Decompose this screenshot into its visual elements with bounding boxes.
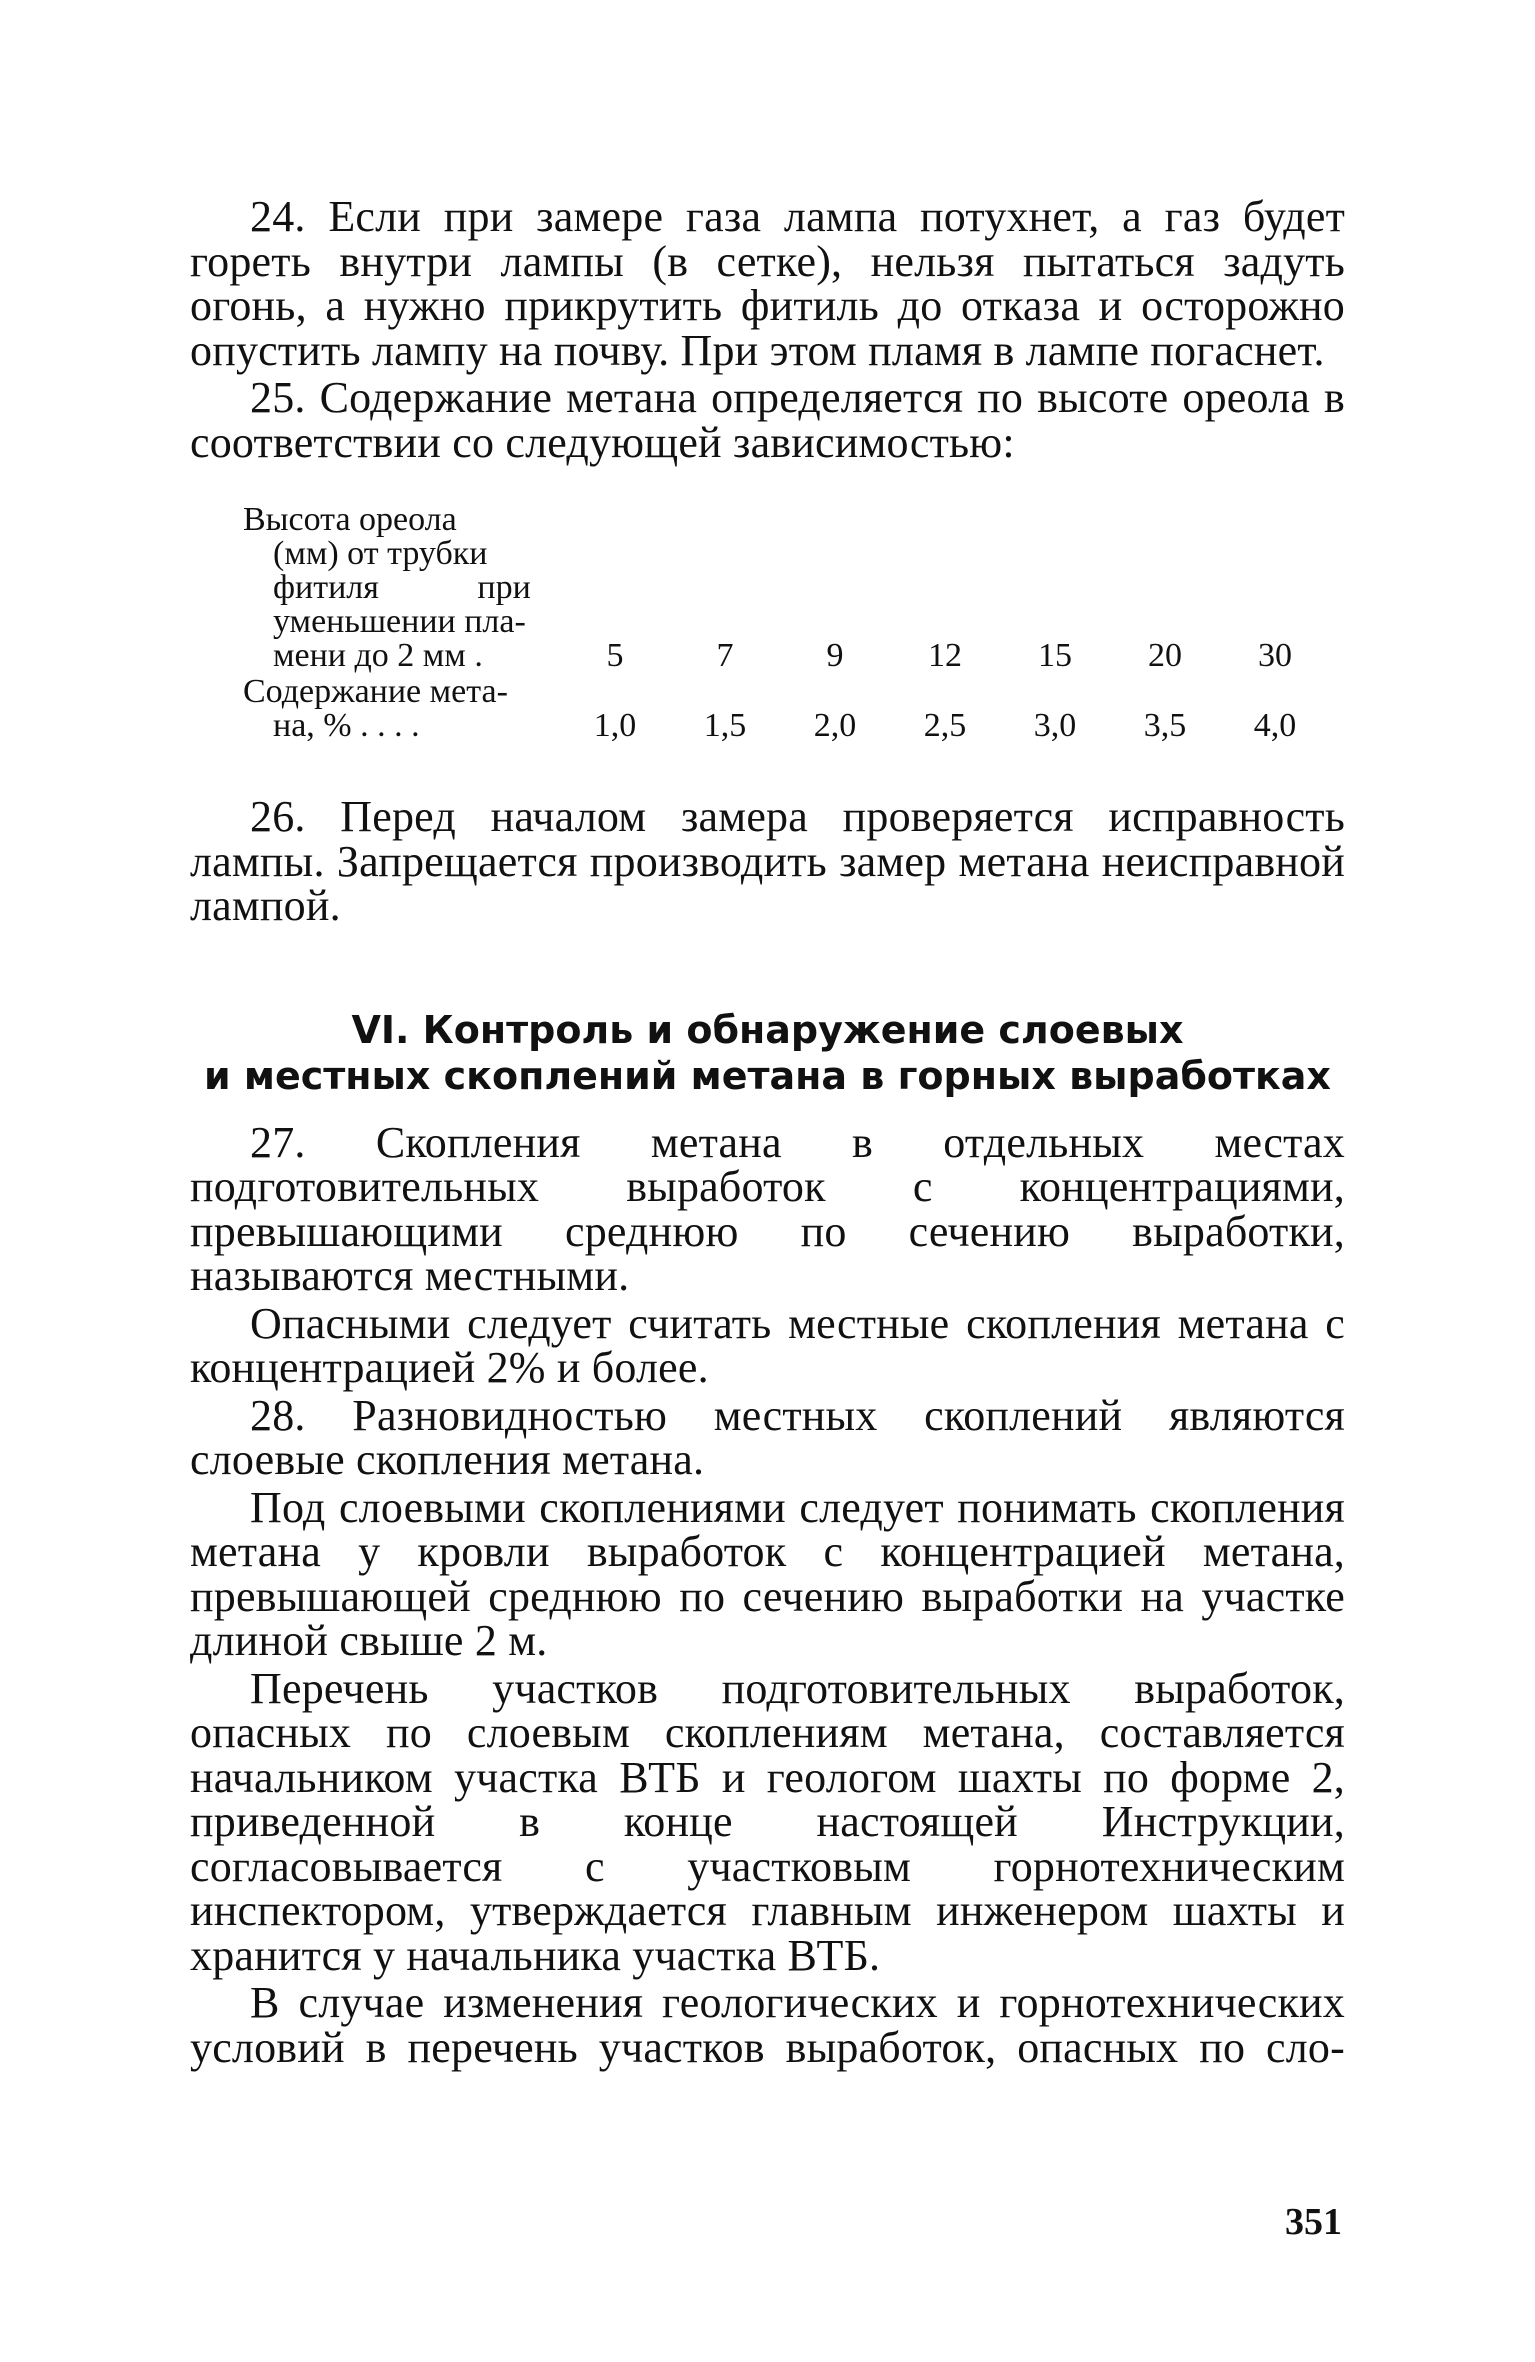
section-heading-line-1: VI. Контроль и обнаружение слоевых (351, 1007, 1184, 1052)
table-cell: 2,0 (813, 707, 857, 744)
section-body (190, 1117, 1345, 2072)
section-heading (190, 1007, 1345, 1099)
paragraph-28: 28. Разновидностью местных скоплений являются слоевые скопления метана. (190, 1390, 1345, 1484)
table-cell: 2,5 (923, 707, 967, 744)
paragraph-24: 24. Если при замере газа лампа потухнет, а газ будет гореть внутри лампы (в сетке), нельзя пытаться задуть огонь, а нужно прикрутить фитиль до отказа и осторожно опустить лампу на почву. При этом пламя в лампе погаснет. (190, 192, 1345, 375)
table-cell: 9 (826, 637, 844, 674)
table-cell: 4,0 (1253, 707, 1297, 744)
table-row-label-halo-height (243, 503, 553, 673)
paragraph-28-change: В случае изменения геологических и горнотехнических условий в перечень участков выработок, опасных по сло- (190, 1978, 1345, 2072)
table-cell: 7 (716, 637, 734, 674)
paragraph-27-cont: Опасными следует считать местные скопления метана с концентрацией 2% и более. (190, 1298, 1345, 1392)
paragraph-28-definition: Под слоевыми скоплениями следует понимать скопления метана у кровли выработок с концентрацией метана, превышающей среднюю по сечению выработки на участке длиной свыше 2 м. (190, 1482, 1345, 1665)
table-label-line: мени до 2 мм . (273, 637, 483, 674)
table-cell: 3,5 (1143, 707, 1187, 744)
paragraph-25: 25. Содержание метана определяется по высоте ореола в соответствии со следующей зависимостью: (190, 373, 1345, 467)
table-cell: 30 (1258, 637, 1292, 674)
table-cell: 1,5 (703, 707, 747, 744)
table-cell: 12 (928, 637, 962, 674)
table-label-line: на, % . . . . (273, 707, 420, 744)
section-heading-line-2: и местных скоплений метана в горных выработках (204, 1053, 1331, 1098)
table-cell: 5 (606, 637, 624, 674)
table-label-line: Высота ореола (243, 501, 457, 538)
methane-halo-table (190, 503, 1345, 743)
table-label-line: уменьшении пла- (273, 603, 526, 640)
paragraph-28-list: Перечень участков подготовительных выработок, опасных по слоевым скоплениям метана, составляется начальником участка ВТБ и геологом шахты по форме 2, приведенной в конце настоящей Инструкции, согласовывается с участковым горнотехническим инспектором, утверждается главным инженером шахты и хранится у начальника участка ВТБ. (190, 1663, 1345, 1980)
table-label-line: (мм) от трубки (273, 535, 488, 572)
page-content (190, 192, 1345, 2073)
paragraph-26: 26. Перед началом замера проверяется исправность лампы. Запрещается производить замер метана неисправной лампой. (190, 792, 1345, 930)
table-cell: 3,0 (1033, 707, 1077, 744)
table-cell: 15 (1038, 637, 1072, 674)
table-cell: 20 (1148, 637, 1182, 674)
table-label-line: Содержание мета- (243, 673, 508, 710)
page-number: 351 (1285, 2201, 1342, 2243)
paragraph-27: 27. Скопления метана в отдельных местах подготовительных выработок с концентрациями, превышающими среднюю по сечению выработки, называются местными. (190, 1117, 1345, 1300)
table-label-line: фитиля при (273, 569, 531, 606)
table-cell: 1,0 (593, 707, 637, 744)
table-row-label-methane (243, 675, 553, 743)
